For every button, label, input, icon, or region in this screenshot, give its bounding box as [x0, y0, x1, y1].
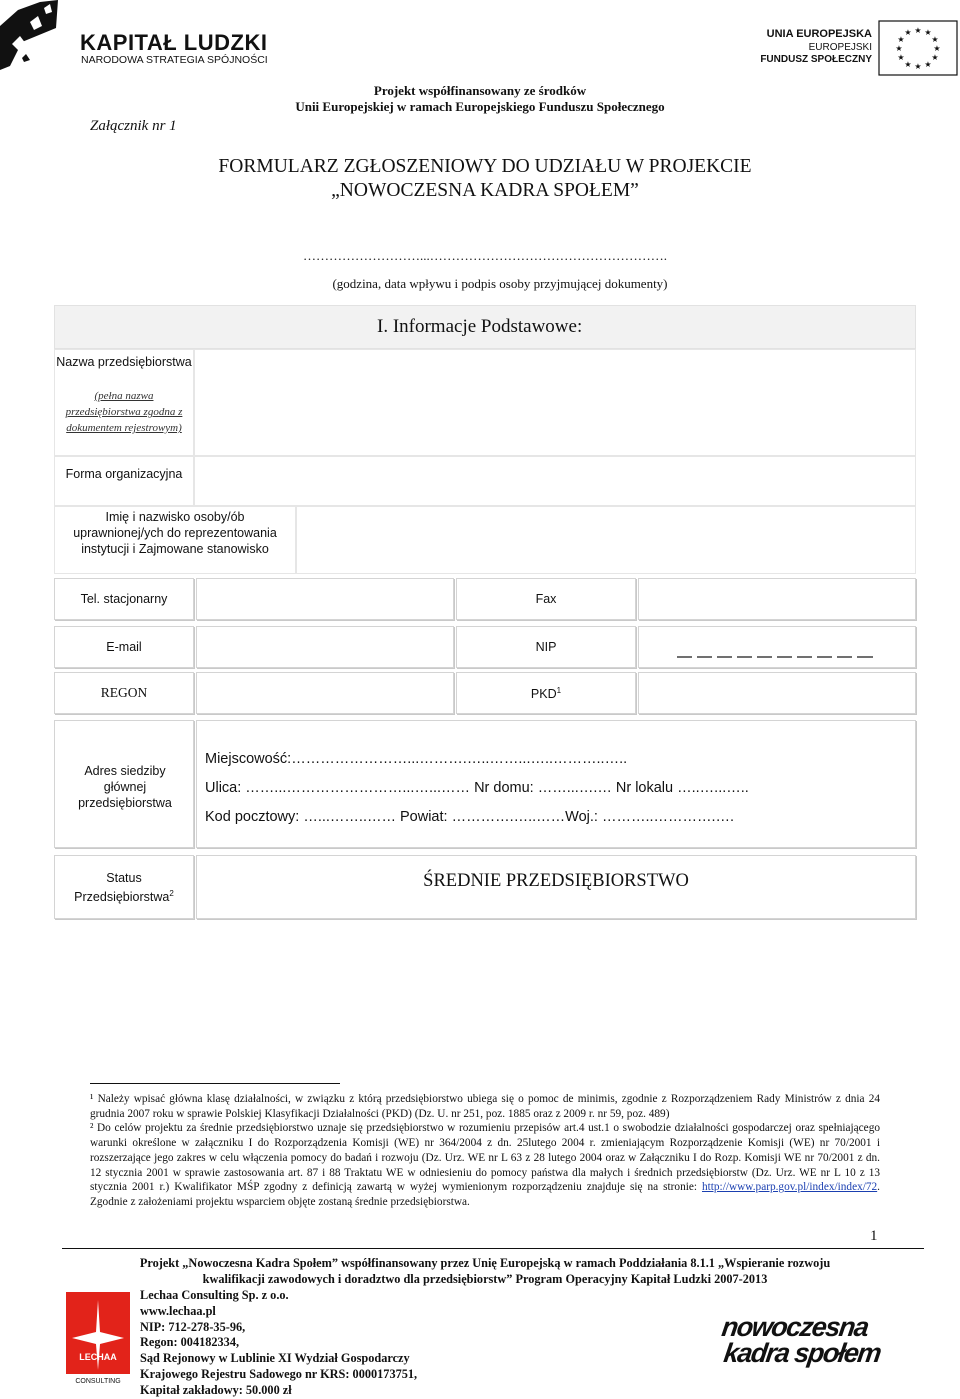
eu-logo-line2: EUROPEJSKI: [808, 42, 872, 53]
status-value-cell: [196, 855, 916, 919]
cofinancing-statement: [240, 83, 720, 115]
annex-label: Załącznik nr 1: [90, 118, 177, 134]
fax-label: Fax: [535, 592, 557, 606]
nip-input[interactable]: [638, 626, 916, 668]
svg-text:★: ★: [931, 53, 939, 62]
eu-flag-icon: [878, 20, 958, 76]
company-name-input[interactable]: [194, 349, 916, 456]
fax-input[interactable]: [638, 578, 916, 620]
nks-logo-line2: kadra społem: [721, 1338, 883, 1368]
parp-link[interactable]: http://www.parp.gov.pl/index/index/72: [701, 1181, 878, 1194]
address-label-cell: [54, 720, 194, 848]
footnote-2-tail: . Zgodnie z założeniami projektu wsparciem objęte zostaną średnie przedsiębiorstwa.: [90, 1181, 880, 1208]
legal-form-label: Forma organizacyjna: [65, 467, 183, 481]
footnotes: [90, 1092, 880, 1210]
status-label-cell: [54, 855, 194, 919]
regon-label: REGON: [100, 685, 148, 700]
address-street-line[interactable]: Ulica: ……...……………………...…...…… Nr domu: ……...….… Nr lokalu …..…...…..: [205, 780, 749, 796]
nip-digit-boxes: [677, 655, 877, 659]
nip-label-cell: [456, 626, 636, 668]
footer-separator: [62, 1248, 924, 1249]
svg-text:★: ★: [897, 35, 905, 44]
form-title-line2: „NOWOCZESNA KADRA SPOŁEM”: [331, 180, 639, 201]
receipt-caption: (godzina, data wpływu i podpis osoby przyjmującej dokumenty): [332, 276, 668, 291]
svg-text:★: ★: [895, 44, 903, 53]
kapital-ludzki-emblem: [0, 0, 64, 80]
company-details: [140, 1288, 417, 1399]
footer-project-line2: kwalifikacji zawodowych i doradztwo dla przedsiębiorstw” Program Operacyjny Kapitał Ludzki 2007-2013: [202, 1272, 768, 1286]
status-value: ŚREDNIE PRZEDSIĘBIORSTWO: [423, 871, 689, 891]
company-court: Sąd Rejonowy w Lublinie XI Wydział Gospodarczy: [140, 1351, 410, 1366]
company-krs: Krajowego Rejestru Sadowego nr KRS: 0000173751,: [140, 1366, 418, 1381]
status-footnote-ref: 2: [169, 889, 174, 898]
regon-label-cell: [54, 672, 194, 714]
nks-logo-line1: nowoczesna: [719, 1312, 870, 1342]
form-title: [60, 155, 910, 203]
representatives-label-cell: [54, 506, 296, 574]
eu-logo-line1: UNIA EUROPEJSKA: [766, 28, 872, 40]
nowoczesna-kadra-logo: [719, 1312, 922, 1372]
svg-text:★: ★: [931, 35, 939, 44]
company-nip: NIP: 712-278-35-96,: [140, 1319, 246, 1334]
svg-text:★: ★: [897, 53, 905, 62]
fax-label-cell: [456, 578, 636, 620]
footnote-2: [90, 1121, 880, 1209]
eu-logo: [760, 20, 960, 80]
form-title-line1: FORMULARZ ZGŁOSZENIOWY DO UDZIAŁU W PROJEKCIE: [218, 156, 752, 177]
address-city-line[interactable]: Miejscowość:……………………...……….…..……...…..………..…..: [205, 751, 628, 767]
address-label: Adres siedziby głównej przedsiębiorstwa: [78, 764, 172, 810]
email-input[interactable]: [196, 626, 454, 668]
company-name-label-cell: [54, 349, 194, 456]
phone-input[interactable]: [196, 578, 454, 620]
pkd-input[interactable]: [638, 672, 916, 714]
kl-logo-title: KAPITAŁ LUDZKI: [80, 30, 268, 55]
footer-project-line1: Projekt „Nowoczesna Kadra Społem” współfinansowany przez Unię Europejską w ramach Poddziałania 8.1.1 „Wspieranie rozwoju: [139, 1256, 831, 1270]
svg-text:★: ★: [914, 62, 922, 71]
company-name-note: (pełna nazwa przedsiębiorstwa zgodna z dokumentem rejestrowym): [65, 390, 183, 434]
footnote-1: ¹ Należy wpisać główna klasę działalności, w związku z którą przedsiębiorstwo ubiega się o pomoc de minimis, zgodnie z Rozporządzeniem Rady Ministrów z dnia 24 grudnia 2007 roku w sprawie Polskiej Klasyfikacji Działalności (PKD) (Dz. U. nr 251, poz. 1885 oraz z 2009 r. nr 59, poz. 489): [90, 1093, 880, 1120]
company-capital: Kapitał zakładowy: 50.000 zł: [140, 1382, 292, 1397]
cofinancing-line1: Projekt współfinansowany ze środków: [373, 83, 587, 98]
company-regon: Regon: 004182334,: [140, 1335, 240, 1350]
svg-text:★: ★: [924, 60, 932, 69]
svg-text:★: ★: [924, 28, 932, 37]
email-label: E-mail: [106, 640, 142, 654]
email-label-cell: [54, 626, 194, 668]
svg-text:★: ★: [904, 60, 912, 69]
kapital-ludzki-logo: [0, 0, 280, 80]
lechaa-logo-text: LECHAA: [79, 1352, 117, 1362]
cofinancing-line2: Unii Europejskiej w ramach Europejskiego Funduszu Społecznego: [295, 99, 665, 114]
address-fields[interactable]: [196, 720, 916, 848]
representatives-input[interactable]: [296, 506, 916, 574]
lechaa-logo: [64, 1290, 130, 1398]
kl-logo-subtitle: NARODOWA STRATEGIA SPÓJNOŚCI: [81, 54, 268, 66]
company-website[interactable]: www.lechaa.pl: [140, 1303, 216, 1318]
receipt-signature-line: ………………………...……………………………………………….: [303, 248, 667, 263]
lechaa-logo-sub: CONSULTING: [75, 1378, 121, 1385]
eu-logo-line3: FUNDUSZ SPOŁECZNY: [760, 54, 872, 65]
page-number: 1: [870, 1228, 878, 1244]
legal-form-input[interactable]: [194, 456, 916, 506]
footer-project-statement: [40, 1255, 930, 1287]
svg-text:★: ★: [914, 26, 922, 35]
address-postal-line[interactable]: Kod pocztowy: …...……..…… Powiat: ………….…..……Woj.: ………..………….….: [205, 809, 735, 825]
footnote-separator: [90, 1083, 340, 1084]
pkd-footnote-ref: 1: [556, 686, 562, 695]
svg-text:★: ★: [904, 28, 912, 37]
company-name: Lechaa Consulting Sp. z o.o.: [140, 1288, 289, 1302]
svg-text:★: ★: [933, 44, 941, 53]
nip-label: NIP: [535, 640, 557, 654]
footnote-2-text: ² Do celów projektu za średnie przedsiębiorstwo uznaje się przedsiębiorstwo w rozumieniu przepisów art.4 ust.1 o swobodzie działalności gospodarczej oraz spełniającego warunki określone w załączniku I do Rozporządzenia Komisji (WE) nr 364/2004 z dn. 25lutego 2004 r. zmieniającym Rozporządzenie Komisji (WE) nr 70/2001 i rozszerzające jego zakres w celu włączenia pomocy do badań i rozwoju (Dz. Urz. WE nr L 63 z 28 lutego 2004 oraz w Załączniku I do Rozp. Komisji WE nr 70/2001 z dn. 12 stycznia 2001 w sprawie zastosowania art. 87 i 88 Traktatu WE w odniesieniu do pomocy państwa dla małych i średnich przedsiębiorstw (Dz. Urz. WE nr L 10 z 13 stycznia 2001 r.) Kwalifikator MŚP zgodny z definicją zawartą w wyżej wymienionym rozporządzeniu znajduje się na stronie:: [90, 1122, 880, 1194]
company-name-label: Nazwa przedsiębiorstwa: [56, 355, 192, 369]
legal-form-label-cell: [54, 456, 194, 506]
pkd-label-cell: [456, 672, 636, 714]
representatives-label: Imię i nazwisko osoby/ób uprawnionej/ych do reprezentowania instytucji i Zajmowane stanowisko: [73, 510, 277, 556]
status-label: [55, 870, 193, 905]
regon-input[interactable]: [196, 672, 454, 714]
pkd-label: [457, 683, 635, 702]
status-label-text: Status Przedsiębiorstwa: [74, 871, 170, 905]
phone-label: Tel. stacjonarny: [80, 592, 168, 606]
section-header: [54, 305, 916, 349]
pkd-label-text: PKD: [530, 687, 557, 702]
section-title: I. Informacje Podstawowe:: [377, 316, 583, 337]
phone-label-cell: [54, 578, 194, 620]
